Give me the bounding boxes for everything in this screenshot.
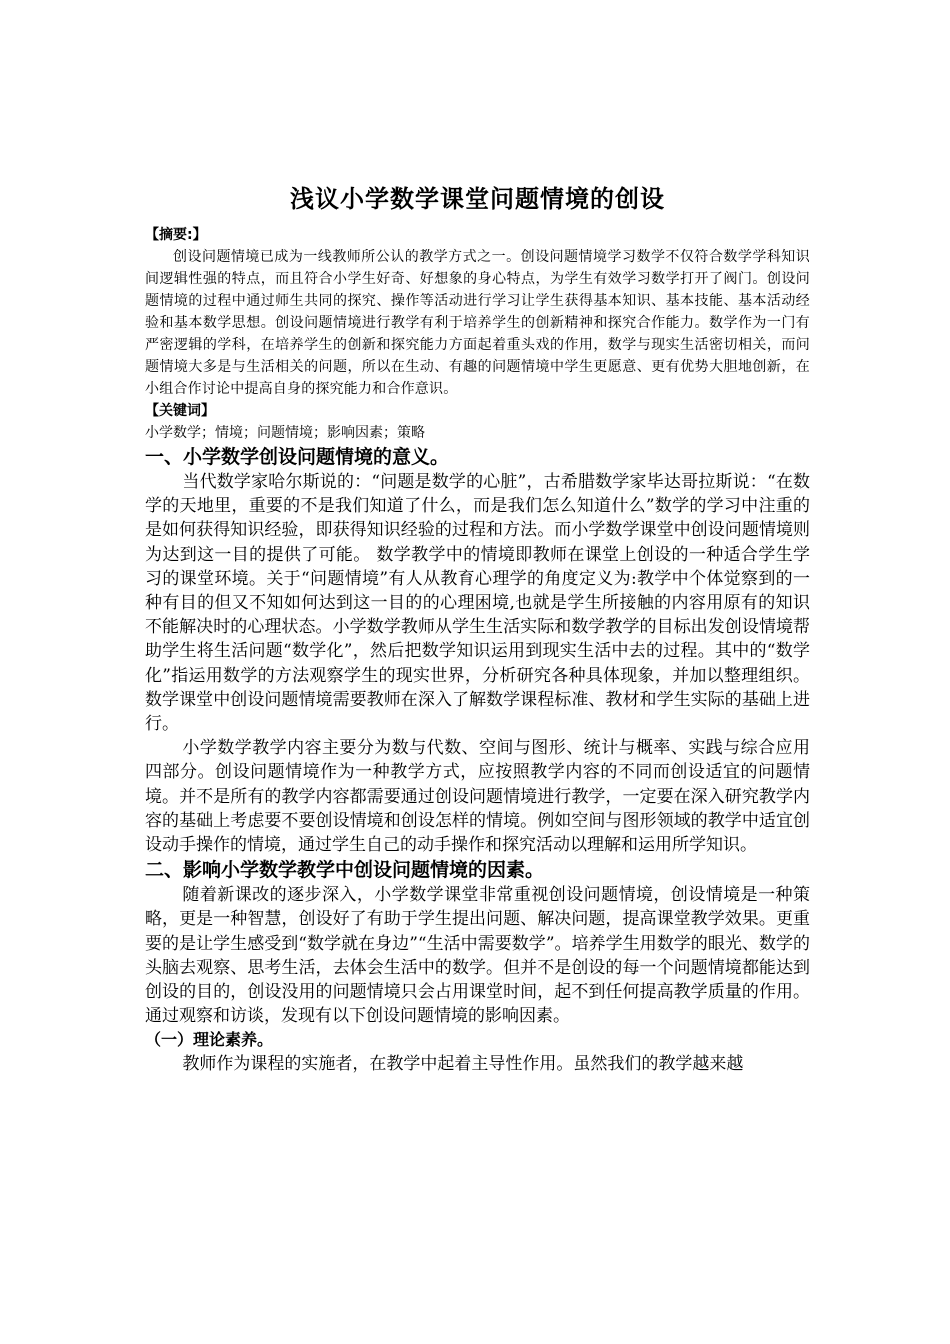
section-heading-2: 二、影响小学数学教学中创设问题情境的因素。 xyxy=(145,859,545,882)
body-paragraph: 随着新课改的逐步深入，小学数学课堂非常重视创设问题情境，创设情境是一种策略，更是一种智慧，创设好了有助于学生提出问题、解决问题，提高课堂教学效果。更重要的是让学生感受到“数学就在身边”“生活中需要数学”。培养学生用数学的眼光、数学的头脑去观察、思考生活，去体会生活中的数学。但并不是创设的每一个问题情境都能达到创设的目的，创设没用的问题情境只会占用课堂时间，起不到任何提高教学质量的作用。通过观察和访谈，发现有以下创设问题情境的影响因素。 xyxy=(145,885,810,1027)
document-page xyxy=(145,182,810,1077)
section-heading-1: 一、小学数学创设问题情境的意义。 xyxy=(145,446,450,468)
keywords-text: 小学数学；情境；问题情境；影响因素；策略 xyxy=(145,425,425,441)
document-title: 浅议小学数学课堂问题情境的创设 xyxy=(290,185,665,213)
body-paragraph: 小学数学教学内容主要分为数与代数、空间与图形、统计与概率、实践与综合应用四部分。创设问题情境作为一种教学方式，应按照教学内容的不同而创设适宜的问题情境。并不是所有的教学内容都需要通过创设问题情境进行教学，一定要在深入研究教学内容的基础上考虑要不要创设情境和创设怎样的情境。例如空间与图形领域的教学中适宜创设动手操作的情境，通过学生自己的动手操作和探究活动以理解和运用所学知识。 xyxy=(145,738,810,856)
body-paragraph: 教师作为课程的实施者，在教学中起着主导性作用。虽然我们的教学越来越 xyxy=(182,1054,744,1075)
subsection-heading-1: （一）理论素养。 xyxy=(145,1030,274,1050)
keywords-label: 【关键词】 xyxy=(145,403,215,419)
abstract-label: 【摘要:】 xyxy=(145,227,207,243)
body-paragraph: 当代数学家哈尔斯说的：“问题是数学的心脏”，古希腊数学家毕达哥拉斯说：“在数学的天地里，重要的不是我们知道了什么，而是我们怎么知道什么”数学的学习中注重的是如何获得知识经验，即获得知识经验的过程和方法。而小学数学课堂中创设问题情境则为达到这一目的提供了可能。 数学教学中的情境即教师在课堂上创设的一种适合学生学习的课堂环境。关于“问题情境”有人从教育心理学的角度定义为:教学中个体觉察到的一种有目的但又不知如何达到这一目的的心理困境,也就是学生所接触的内容用原有的知识不能解决时的心理状态。小学数学教师从学生生活实际和数学教学的目标出发创设情境帮助学生将生活问题“数学化”，然后把数学知识运用到现实生活中去的过程。其中的“数学化”指运用数学的方法观察学生的现实世界，分析研究各种具体现象，并加以整理组织。数学课堂中创设问题情境需要教师在深入了解数学课程标准、教材和学生实际的基础上进行。 xyxy=(145,472,810,735)
abstract-paragraph: 创设问题情境已成为一线教师所公认的教学方式之一。创设问题情境学习数学不仅符合数学学科知识间逻辑性强的特点，而且符合小学生好奇、好想象的身心特点，为学生有效学习数学打开了阀门。创设问题情境的过程中通过师生共同的探究、操作等活动进行学习让学生获得基本知识、基本技能、基本活动经验和基本数学思想。创设问题情境进行教学有利于培养学生的创新精神和探究合作能力。数学作为一门有严密逻辑的学科，在培养学生的创新和探究能力方面起着重头戏的作用，数学与现实生活密切相关，而问题情境大多是与生活相关的问题，所以在生动、有趣的问题情境中学生更愿意、更有优势大胆地创新，在小组合作讨论中提高自身的探究能力和合作意识。 xyxy=(145,249,810,397)
